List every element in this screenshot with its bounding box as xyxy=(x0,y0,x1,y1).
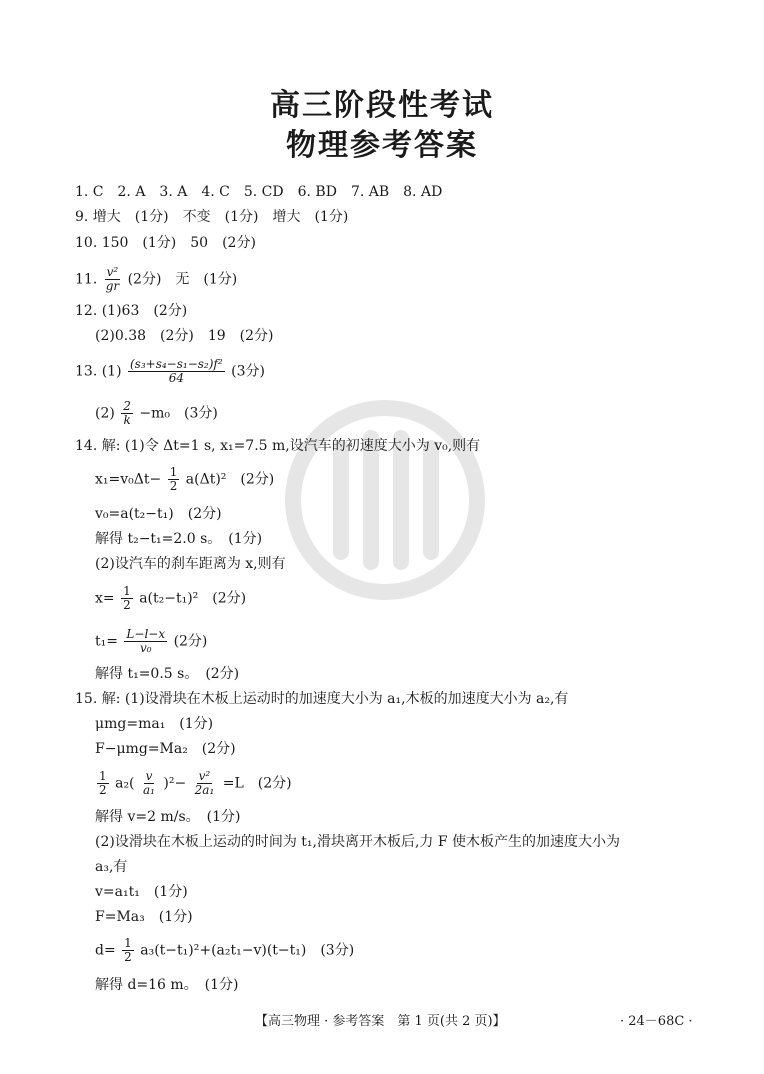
q13-fraction: $\frac{\text{(s₃+s₄−s₁−s₂)f²}}{64}$ xyxy=(130,357,223,385)
q14-eq3: x= $\frac{1}{2}$ a(t₂−t₁)² (2分) xyxy=(95,584,247,612)
q14-result2: 解得 t₁=0.5 s。 (2分) xyxy=(95,666,240,682)
q15-part2-line1: (2)设滑块在木板上运动的时间为 t₁,滑块离开木板后,力 F 使木板产生的加速度大小为 xyxy=(95,834,621,850)
q15-eq6-frac: $\frac{1}{2}$ xyxy=(124,936,132,964)
q15-result1: 解得 v=2 m/s。 (1分) xyxy=(95,809,241,825)
q14-result1: 解得 t₂−t₁=2.0 s。 (1分) xyxy=(95,531,263,547)
footer-page-info: 【高三物理 · 参考答案 第 1 页(共 2 页)】 xyxy=(255,1014,506,1029)
q15-eq1: μmg=ma₁ (1分) xyxy=(95,716,214,732)
answer-q13-1: 13. (1) $\frac{\text{(s₃+s₄−s₁−s₂)f²}}{64}$ (3分) xyxy=(75,357,265,385)
q15-eq2: F−μmg=Ma₂ (2分) xyxy=(95,741,236,757)
answer-q12-1: 12. (1)63 (2分) xyxy=(75,303,188,319)
q14-eq2: v₀=a(t₂−t₁) (2分) xyxy=(95,506,222,522)
q15-eq6: d= $\frac{1}{2}$ a₃(t−t₁)²+(a₂t₁−v)(t−t₁) (3分) xyxy=(95,936,355,964)
q15-eq3-frac1: $\frac{1}{2}$ xyxy=(99,769,107,797)
answer-q9: 9. 增大 (1分) 不变 (1分) 增大 (1分) xyxy=(75,209,349,225)
q14-eq3-frac: $\frac{1}{2}$ xyxy=(123,584,131,612)
q14-eq1: x₁=v₀Δt− $\frac{1}{2}$ a(Δt)² (2分) xyxy=(95,465,275,493)
answer-q13-2: (2) $\frac{2}{k}$ −m₀ (3分) xyxy=(95,399,218,427)
q15-result2: 解得 d=16 m。 (1分) xyxy=(95,977,239,993)
q11-rest: (2分) 无 (1分) xyxy=(127,271,238,288)
q14-intro: 14. 解: (1)令 Δt=1 s, x₁=7.5 m,设汽车的初速度大小为 v₀,则有 xyxy=(75,438,481,454)
q11-prefix: 11. xyxy=(75,271,98,288)
page-title: 高三阶段性考试 xyxy=(270,88,494,123)
watermark-logo xyxy=(285,400,485,600)
answer-q12-2: (2)0.38 (2分) 19 (2分) xyxy=(95,328,274,344)
q13-2-fraction: $\frac{2}{k}$ xyxy=(123,399,131,427)
footer-code: · 24－68C · xyxy=(620,1014,693,1029)
q14-part2: (2)设汽车的刹车距离为 x,则有 xyxy=(95,556,286,572)
q15-intro: 15. 解: (1)设滑块在木板上运动时的加速度大小为 a₁,木板的加速度大小为 a₂,有 xyxy=(75,691,569,707)
q15-eq5: F=Ma₃ (1分) xyxy=(95,909,193,925)
q15-eq3: $\frac{1}{2}$ a₂( $\frac{v}{\text{a₁}}$ )²− $\frac{\text{v²}}{\text{2a₁}}$ =L (2分) xyxy=(99,769,292,797)
q15-eq3-frac3: $\frac{\text{v²}}{\text{2a₁}}$ xyxy=(194,769,215,797)
answer-q1-8: 1. C 2. A 3. A 4. C 5. CD 6. BD 7. AB 8. AD xyxy=(75,184,443,200)
q15-eq4: v=a₁t₁ (1分) xyxy=(95,884,188,900)
q11-fraction: $\frac{\text{v²}}{gr}$ xyxy=(105,265,120,293)
q15-eq3-frac2: $\frac{v}{\text{a₁}}$ xyxy=(142,769,155,797)
q14-eq1-frac: $\frac{1}{2}$ xyxy=(169,465,178,493)
q15-part2-line2: a₃,有 xyxy=(95,859,128,875)
q14-eq4-frac: $\frac{L-l-x}{\text{v₀}}$ xyxy=(126,627,166,655)
answer-q10: 10. 150 (1分) 50 (2分) xyxy=(75,235,256,251)
answer-q11 xyxy=(75,266,237,293)
q14-eq4: t₁= $\frac{L-l-x}{\text{v₀}}$ (2分) xyxy=(95,627,208,655)
page-subtitle: 物理参考答案 xyxy=(286,128,478,163)
